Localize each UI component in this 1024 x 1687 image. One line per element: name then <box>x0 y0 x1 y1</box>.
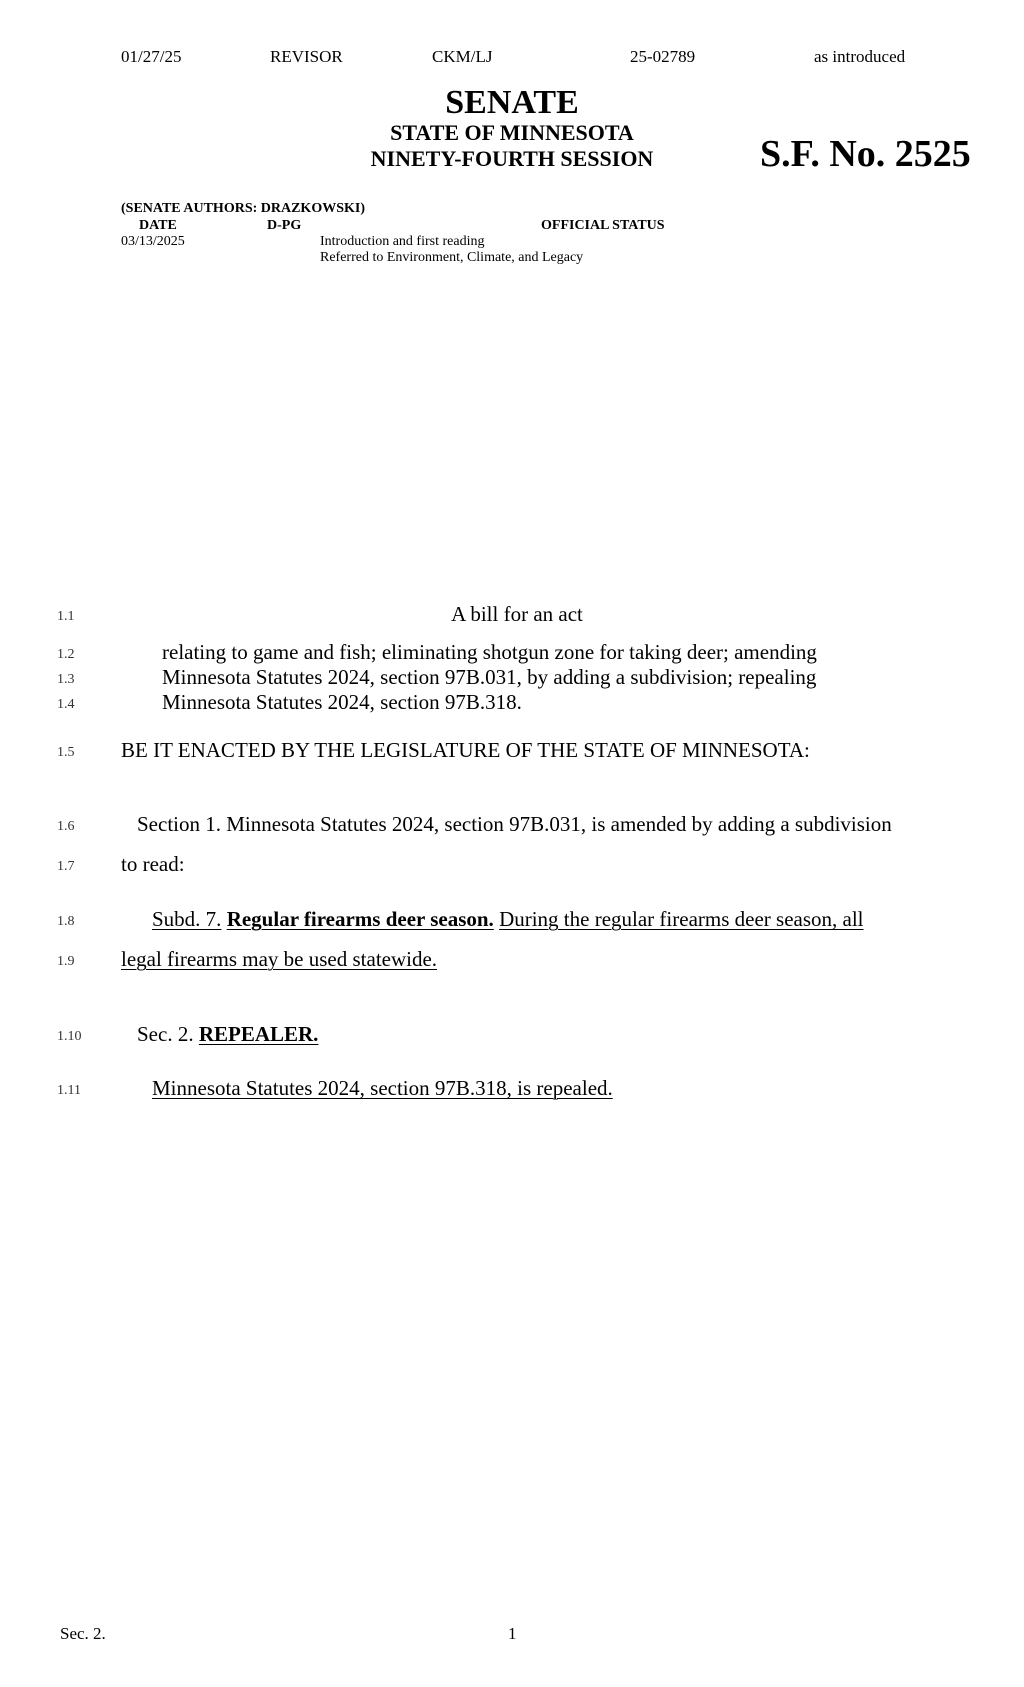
col-status-heading: OFFICIAL STATUS <box>541 218 665 233</box>
line-number: 1.2 <box>57 647 75 662</box>
senate-authors: (SENATE AUTHORS: DRAZKOWSKI) <box>121 201 366 216</box>
bill-title-line: Minnesota Statutes 2024, section 97B.318. <box>162 690 522 714</box>
line-number: 1.3 <box>57 672 75 687</box>
line-number: 1.5 <box>57 745 75 760</box>
line-number: 1.6 <box>57 819 75 834</box>
line-number: 1.11 <box>57 1083 81 1098</box>
subdivision-7-text <box>152 907 864 931</box>
header-revisor: REVISOR <box>270 47 343 66</box>
line-number: 1.8 <box>57 914 75 929</box>
line-number: 1.7 <box>57 859 75 874</box>
line-number: 1.10 <box>57 1029 82 1044</box>
subd-heading: Regular firearms deer season. <box>226 907 494 931</box>
section-2-heading <box>137 1022 318 1046</box>
section-1-text-cont: to read: <box>121 852 185 876</box>
state-title: STATE OF MINNESOTA <box>390 120 634 145</box>
subdivision-7-text-cont: legal firearms may be used statewide. <box>121 947 438 971</box>
status-entry-referral: Referred to Environment, Climate, and Legacy <box>320 250 584 265</box>
header-status: as introduced <box>814 47 906 66</box>
bill-title-line: relating to game and fish; eliminating shotgun zone for taking deer; amending <box>162 640 817 664</box>
col-dpg-heading: D-PG <box>267 218 302 233</box>
session-title: NINETY-FOURTH SESSION <box>370 146 654 171</box>
chamber-title: SENATE <box>445 84 579 121</box>
header-initials: CKM/LJ <box>432 47 493 66</box>
section-1-text: Section 1. Minnesota Statutes 2024, section 97B.031, is amended by adding a subdivision <box>137 812 892 836</box>
line-number: 1.4 <box>57 697 75 712</box>
bill-act-heading: A bill for an act <box>451 602 583 626</box>
line-number: 1.1 <box>57 609 75 624</box>
section-2-label: Sec. 2. <box>137 1022 194 1046</box>
repealer-text: Minnesota Statutes 2024, section 97B.318, is repealed. <box>152 1076 613 1100</box>
status-entry-date: 03/13/2025 <box>121 234 185 249</box>
status-entry-first-reading: Introduction and first reading <box>320 234 485 249</box>
subd-body: During the regular firearms deer season, all <box>499 907 864 931</box>
bill-number: S.F. No. 2525 <box>760 133 971 175</box>
line-number: 1.9 <box>57 954 75 969</box>
footer-section: Sec. 2. <box>60 1624 106 1643</box>
page-number: 1 <box>508 1624 517 1643</box>
subd-label: Subd. 7. <box>152 907 222 931</box>
bill-title-line: Minnesota Statutes 2024, section 97B.031, by adding a subdivision; repealing <box>162 665 817 689</box>
col-date-heading: DATE <box>139 218 177 233</box>
enacting-clause: BE IT ENACTED BY THE LEGISLATURE OF THE STATE OF MINNESOTA: <box>121 738 810 762</box>
repealer-heading: REPEALER. <box>198 1022 319 1046</box>
header-doc-number: 25-02789 <box>630 47 696 66</box>
header-date: 01/27/25 <box>121 47 182 66</box>
